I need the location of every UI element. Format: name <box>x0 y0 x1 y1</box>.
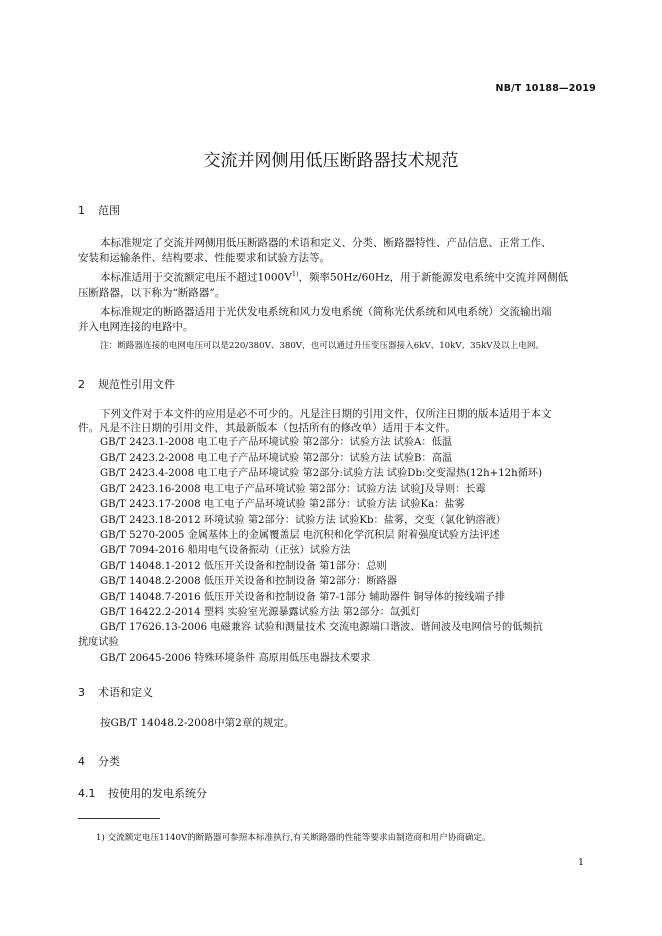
standard-code: NB/T 10188—2019 <box>495 83 596 94</box>
reference-item-long-line-2: 扰度试验 <box>78 637 119 648</box>
reference-item: GB/T 2423.1-2008 电工电子产品环境试验 第2部分：试验方法 试验A：低温 <box>100 437 452 448</box>
section-2-number: 2 <box>78 378 85 391</box>
reference-item: GB/T 14048.7-2016 低压开关设备和控制设备 第7-1部分 辅助器件 铜导体的接线端子排 <box>100 592 506 603</box>
reference-item: GB/T 14048.1-2012 低压开关设备和控制设备 第1部分：总则 <box>100 561 387 572</box>
section-1-para-3-line-2: 并入电网连接的电路中。 <box>78 321 194 333</box>
footnote-ref-1: 1) <box>291 270 299 278</box>
section-2-intro-line-1: 下列文件对于本文件的应用是必不可少的。凡是注日期的引用文件，仅所注日期的版本适用于本文 <box>100 408 552 420</box>
footnote-divider <box>78 818 160 819</box>
reference-item: GB/T 2423.17-2008 电工电子产品环境试验 第2部分：试验方法 试验Ka：盐雾 <box>100 499 465 510</box>
reference-item: GB/T 2423.2-2008 电工电子产品环境试验 第2部分：试验方法 试验B：高温 <box>100 453 453 464</box>
reference-item: GB/T 7094-2016 船用电气设备振动（正弦）试验方法 <box>100 545 351 556</box>
section-3-title: 术语和定义 <box>98 686 153 699</box>
section-2-intro-line-2: 件。凡是不注日期的引用文件，其最新版本（包括所有的修改单）适用于本文件。 <box>78 422 456 434</box>
reference-item: GB/T 5270-2005 金属基体上的金属覆盖层 电沉积和化学沉积层 附着强度试验方法评述 <box>100 530 500 541</box>
section-4-title: 分类 <box>98 755 120 768</box>
section-3-text: 按GB/T 14048.2-2008中第2章的规定。 <box>100 717 295 729</box>
section-1-number: 1 <box>78 204 85 217</box>
section-3-heading <box>78 684 153 700</box>
section-3-number: 3 <box>78 686 85 699</box>
section-1-para-1-line-1: 本标准规定了交流并网侧用低压断路器的术语和定义、分类、断路器特性、产品信息、正常工作、 <box>100 237 552 249</box>
section-4-1-number: 4.1 <box>78 787 96 800</box>
reference-item-long-line-1: GB/T 17626.13-2006 电磁兼容 试验和测量技术 交流电源端口谐波、谐间波及电网信号的低频抗 <box>100 622 543 633</box>
section-1-note: 注：断路器连接的电网电压可以是220/380V、380V，也可以通过升压变压器接入6kV、10kV、35kV及以上电网。 <box>100 341 545 351</box>
section-4-heading <box>78 753 120 769</box>
page-number: 1 <box>577 857 584 868</box>
scope-voltage-text: 本标准适用于交流额定电压不超过1000V <box>100 271 292 284</box>
reference-item: GB/T 2423.16-2008 电工电子产品环境试验 第2部分：试验方法 试验J及导则：长霉 <box>100 484 486 495</box>
reference-item: GB/T 14048.2-2008 低压开关设备和控制设备 第2部分：断路器 <box>100 576 397 587</box>
section-2-heading <box>78 376 175 392</box>
section-1-para-2-line-1 <box>100 267 568 285</box>
reference-item: GB/T 20645-2006 特殊环境条件 高原用低压电器技术要求 <box>100 653 371 664</box>
section-1-title: 范围 <box>98 204 120 217</box>
section-1-heading <box>78 202 120 218</box>
section-4-1-title: 按使用的发电系统分 <box>108 787 207 800</box>
section-1-para-1-line-2: 安装和运输条件、结构要求、性能要求和试验方法等。 <box>78 252 330 264</box>
scope-frequency-text: ，频率50Hz/60Hz，用于新能源发电系统中交流并网侧低 <box>298 271 569 284</box>
section-4-1-heading <box>78 785 207 801</box>
footnote: 1) 交流额定电压1140V的断路器可参照本标准执行,有关断路器的性能等要求由制造商和用户协商确定。 <box>96 833 491 843</box>
section-1-para-2-line-2: 压断路器，以下称为“断路器”。 <box>78 287 226 299</box>
document-title: 交流并网侧用低压断路器技术规范 <box>203 151 459 171</box>
reference-item: GB/T 2423.18-2012 环境试验 第2部分：试验方法 试验Kb：盐雾，交变（氯化钠溶液） <box>100 515 506 526</box>
section-1-para-3-line-1: 本标准规定的断路器适用于光伏发电系统和风力发电系统（简称光伏系统和风电系统）交流输出端 <box>100 306 552 318</box>
section-4-number: 4 <box>78 755 85 768</box>
section-2-title: 规范性引用文件 <box>98 378 175 391</box>
reference-item: GB/T 2423.4-2008 电工电子产品环境试验 第2部分:试验方法 试验Db:交变湿热(12h+12h循环) <box>100 468 543 479</box>
reference-item: GB/T 16422.2-2014 塑料 实验室光源暴露试验方法 第2部分：氙弧灯 <box>100 607 421 618</box>
